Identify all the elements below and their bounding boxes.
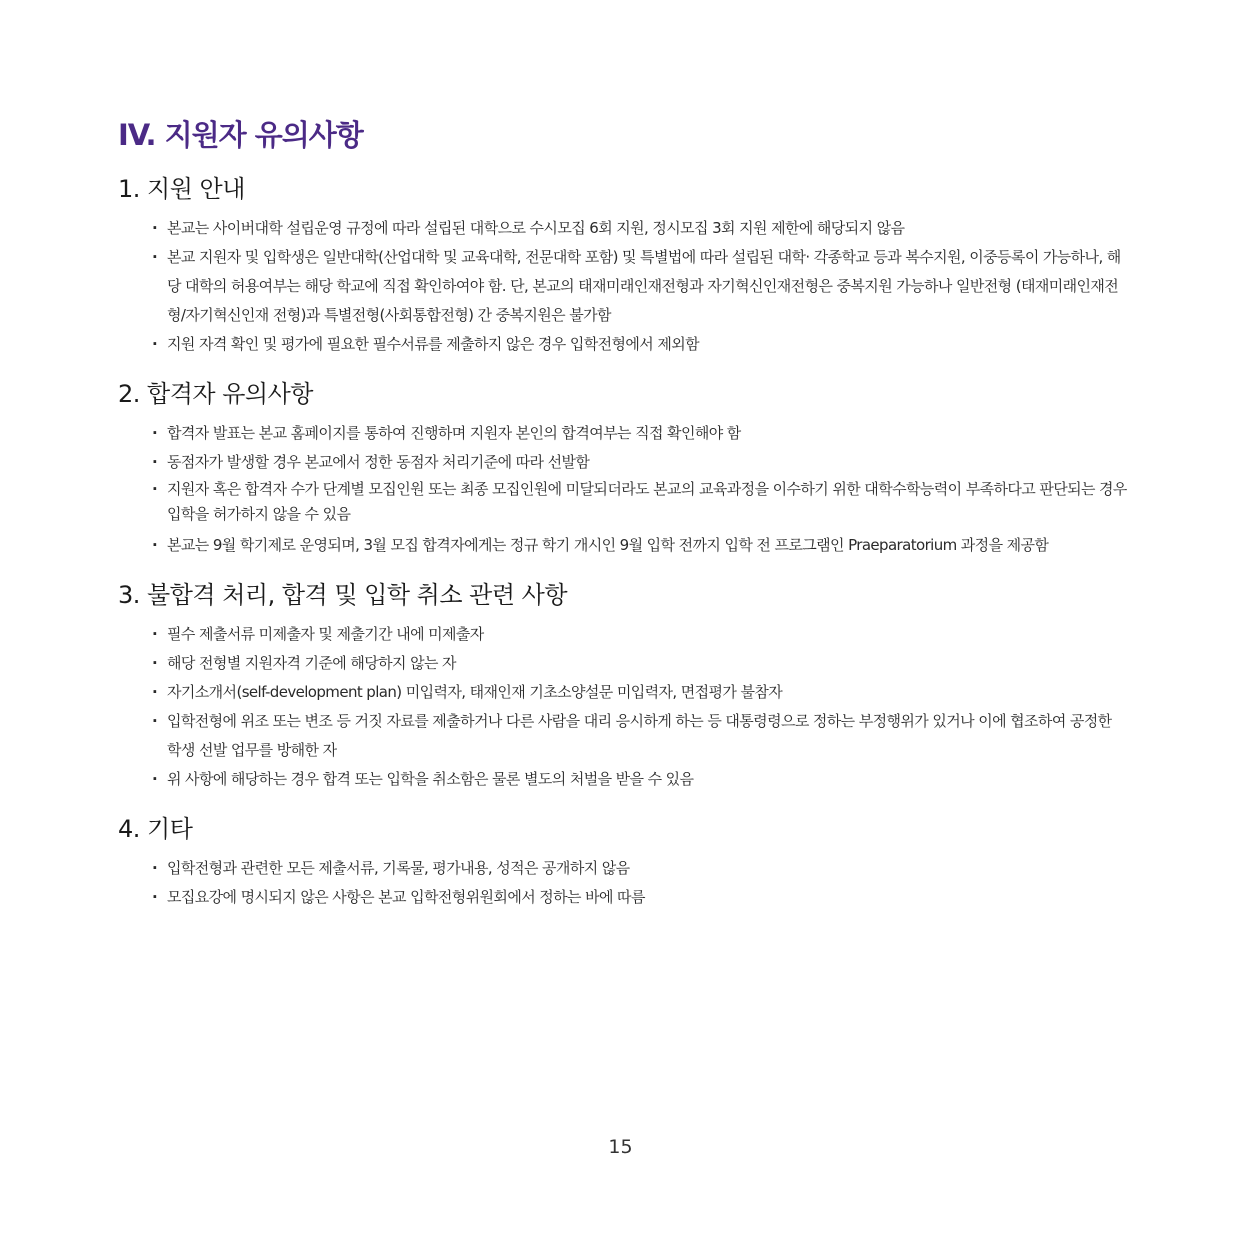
list-item: · 모집요강에 명시되지 않은 사항은 본교 입학전형위원회에서 정하는 바에 따름 (152, 883, 1128, 912)
list-item: · 합격자 발표는 본교 홈페이지를 통하여 진행하며 지원자 본인의 합격여부는 직접 확인해야 함 (152, 419, 1128, 448)
list-item: · 동점자가 발생할 경우 본교에서 정한 동점자 처리기준에 따라 선발함 (152, 448, 1128, 477)
list-item: · 위 사항에 해당하는 경우 합격 또는 입학을 취소함은 물론 별도의 처벌을 받을 수 있음 (152, 765, 1128, 794)
list-item: · 지원 자격 확인 및 평가에 필요한 필수서류를 제출하지 않은 경우 입학전형에서 제외함 (152, 330, 1128, 359)
section-title: 1. 지원 안내 (118, 175, 245, 203)
bullet-list (118, 419, 1128, 560)
document-page (118, 112, 1128, 930)
section-other (118, 812, 1128, 912)
section-title: 2. 합격자 유의사항 (118, 380, 313, 408)
list-item: · 자기소개서(self-development plan) 미입력자, 태재인재 기초소양설문 미입력자, 면접평가 불참자 (152, 678, 1128, 707)
list-item: · 필수 제출서류 미제출자 및 제출기간 내에 미제출자 (152, 620, 1128, 649)
section-rejection-cancellation (118, 578, 1128, 794)
list-item: · 지원자 혹은 합격자 수가 단계별 모집인원 또는 최종 모집인원에 미달되더라도 본교의 교육과정을 이수하기 위한 대학수학능력이 부족하다고 판단되는 경우 입학을 허가하지 않을 수 있음 (152, 477, 1128, 527)
list-item: · 본교 지원자 및 입학생은 일반대학(산업대학 및 교육대학, 전문대학 포함) 및 특별법에 따라 설립된 대학· 각종학교 등과 복수지원, 이중등록이 가능하나, 해당 대학의 허용여부는 해당 학교에 직접 확인하여야 함. 단, 본교의 태재미래인재전형과 자기혁신인재전형은 중복지원 가능하나 일반전형 (태재미래인재전형/자기혁신인재 전형)과 특별전형(사회통합전형) 간 중복지원은 불가함 (152, 243, 1128, 330)
list-item: · 해당 전형별 지원자격 기준에 해당하지 않는 자 (152, 649, 1128, 678)
list-item: · 본교는 사이버대학 설립운영 규정에 따라 설립된 대학으로 수시모집 6회 지원, 정시모집 3회 지원 제한에 해당되지 않음 (152, 214, 1128, 243)
section-title: 4. 기타 (118, 815, 193, 843)
section-admitted-notes (118, 377, 1128, 560)
section-title: 3. 불합격 처리, 합격 및 입학 취소 관련 사항 (118, 581, 568, 609)
bullet-list (118, 620, 1128, 794)
bullet-list (118, 214, 1128, 359)
section-application-guide (118, 172, 1128, 359)
page-number: 15 (608, 1136, 633, 1158)
list-item: · 입학전형에 위조 또는 변조 등 거짓 자료를 제출하거나 다른 사람을 대리 응시하게 하는 등 대통령령으로 정하는 부정행위가 있거나 이에 협조하여 공정한 학생 선발 업무를 방해한 자 (152, 707, 1128, 765)
list-item: · 입학전형과 관련한 모든 제출서류, 기록물, 평가내용, 성적은 공개하지 않음 (152, 854, 1128, 883)
chapter-title: IV. 지원자 유의사항 (118, 118, 363, 152)
bullet-list (118, 854, 1128, 912)
list-item: · 본교는 9월 학기제로 운영되며, 3월 모집 합격자에게는 정규 학기 개시인 9월 입학 전까지 입학 전 프로그램인 Praeparatorium 과정을 제공함 (152, 531, 1128, 560)
